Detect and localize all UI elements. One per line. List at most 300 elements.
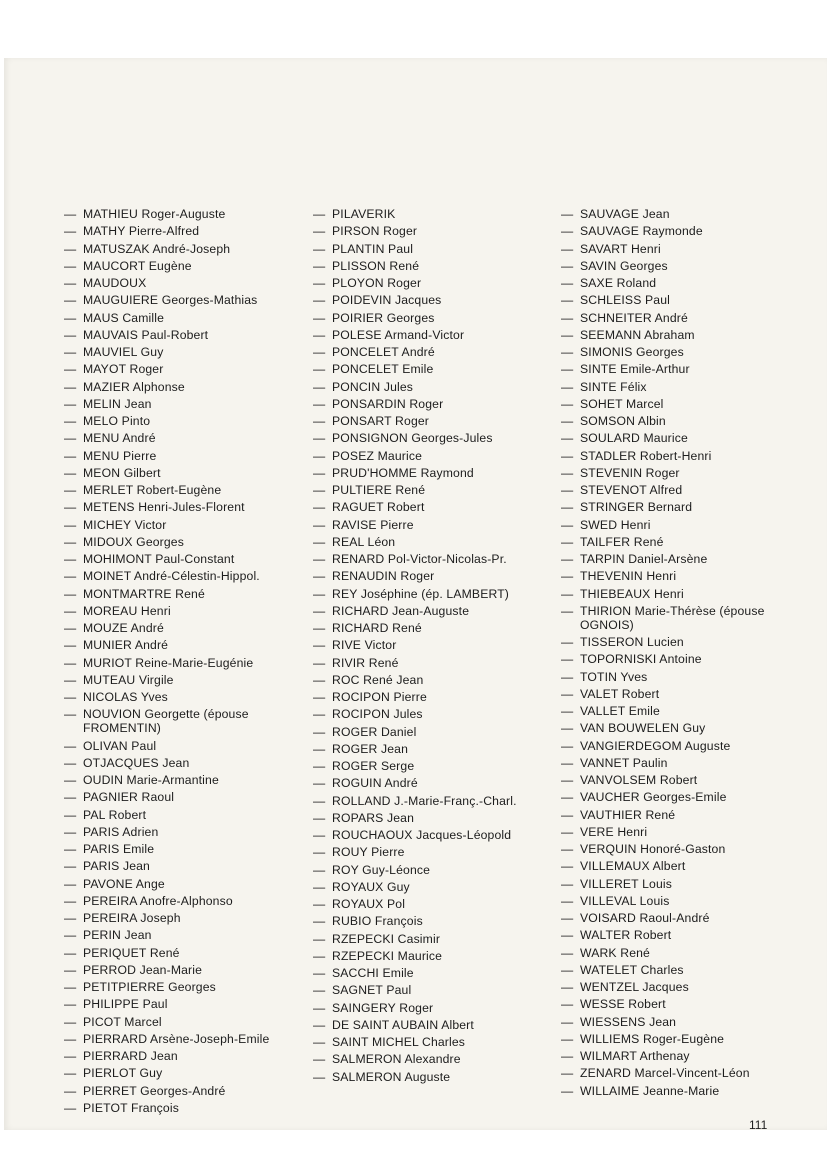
dash-marker: — xyxy=(313,879,326,894)
dash-marker: — xyxy=(313,897,326,911)
dash-marker: — xyxy=(561,379,574,394)
dash-marker: — xyxy=(313,1052,326,1067)
dash-marker: — xyxy=(64,876,77,891)
person-name: POLESE Armand-Victor xyxy=(332,327,465,342)
dash-marker: — xyxy=(313,966,326,980)
list-item xyxy=(313,621,568,635)
list-item xyxy=(64,207,319,221)
dash-marker: — xyxy=(313,431,326,446)
dash-marker: — xyxy=(64,241,77,256)
dash-marker: — xyxy=(561,997,574,1012)
dash-marker: — xyxy=(313,672,326,687)
dash-marker: — xyxy=(64,1031,77,1046)
dash-marker: — xyxy=(64,414,77,428)
dash-marker: — xyxy=(561,669,574,684)
person-name: VANGIERDEGOM Auguste xyxy=(580,738,731,753)
dash-marker: — xyxy=(64,807,77,822)
dash-marker: — xyxy=(64,621,77,635)
person-name: WALTER Robert xyxy=(580,928,672,943)
person-name: THIEBEAUX Henri xyxy=(580,586,684,601)
dash-marker: — xyxy=(313,258,326,273)
person-name: PLISSON René xyxy=(332,258,420,273)
list-item xyxy=(64,552,319,566)
person-name: SIMONIS Georges xyxy=(580,345,684,359)
person-name: MENU André xyxy=(83,431,156,446)
person-name: POSEZ Maurice xyxy=(332,448,422,463)
person-name: MATHIEU Roger-Auguste xyxy=(83,207,226,221)
person-name: WATELET Charles xyxy=(580,962,684,977)
person-name: MAUDOUX xyxy=(83,276,147,290)
list-item xyxy=(313,966,568,980)
list-item xyxy=(313,552,568,566)
person-name: PARIS Adrien xyxy=(83,824,159,839)
list-item xyxy=(313,638,568,652)
dash-marker: — xyxy=(313,465,326,480)
list-item xyxy=(313,1001,568,1015)
list-item xyxy=(64,808,319,822)
dash-marker: — xyxy=(313,845,326,860)
list-item xyxy=(313,707,568,721)
list-item xyxy=(64,500,319,514)
list-item xyxy=(313,207,568,221)
person-name: PLANTIN Paul xyxy=(332,241,414,256)
person-name: TARPIN Daniel-Arsène xyxy=(580,552,708,566)
dash-marker: — xyxy=(561,686,574,701)
list-item xyxy=(561,980,816,994)
person-name: PAL Robert xyxy=(83,807,147,822)
person-name: WIESSENS Jean xyxy=(580,1014,677,1029)
dash-marker: — xyxy=(561,345,574,359)
dash-marker: — xyxy=(561,876,574,891)
dash-marker: — xyxy=(561,362,574,377)
person-name: RENARD Pol-Victor-Nicolas-Pr. xyxy=(332,552,507,566)
dash-marker: — xyxy=(561,1066,574,1081)
dash-marker: — xyxy=(313,345,326,359)
person-name: PULTIERE René xyxy=(332,483,426,497)
list-item xyxy=(64,739,319,753)
person-name: VALLET Emile xyxy=(580,704,660,718)
dash-marker: — xyxy=(313,500,326,515)
person-name: WARK René xyxy=(580,945,650,960)
person-name: SCHLEISS Paul xyxy=(580,293,671,308)
list-item xyxy=(64,963,319,977)
dash-marker: — xyxy=(64,928,77,943)
person-name: PAGNIER Raoul xyxy=(83,790,175,805)
dash-marker: — xyxy=(313,1000,326,1015)
person-name: METENS Henri-Jules-Florent xyxy=(83,500,245,515)
list-item xyxy=(561,449,816,463)
dash-marker: — xyxy=(561,448,574,463)
list-item xyxy=(561,997,816,1011)
person-name: PICOT Marcel xyxy=(83,1014,162,1029)
list-item xyxy=(561,259,816,273)
list-item xyxy=(561,224,816,238)
list-item xyxy=(64,621,319,635)
dash-marker: — xyxy=(64,690,77,704)
person-name: PARIS Emile xyxy=(83,842,155,856)
person-name: SCHNEITER André xyxy=(580,310,688,325)
person-name: VAUTHIER René xyxy=(580,807,676,822)
dash-marker: — xyxy=(561,911,574,925)
dash-marker: — xyxy=(64,790,77,805)
person-name: PEREIRA Anofre-Alphonso xyxy=(83,893,233,908)
dash-marker: — xyxy=(313,534,326,549)
person-name: ROGER Jean xyxy=(332,741,409,756)
person-name: MEON Gilbert xyxy=(83,465,161,480)
person-name: PARIS Jean xyxy=(83,859,150,874)
dash-marker: — xyxy=(64,824,77,839)
person-name: STRINGER Bernard xyxy=(580,500,693,515)
dash-marker: — xyxy=(561,276,574,290)
list-item xyxy=(64,242,319,256)
dash-marker: — xyxy=(561,258,574,273)
dash-marker: — xyxy=(64,500,77,515)
list-item xyxy=(313,1035,568,1049)
person-name: SAUVAGE Raymonde xyxy=(580,224,703,239)
person-name: MUNIER André xyxy=(83,638,169,653)
list-item xyxy=(561,1015,816,1029)
list-item xyxy=(561,721,816,735)
person-name: PONSART Roger xyxy=(332,414,430,428)
list-item xyxy=(561,825,816,839)
dash-marker: — xyxy=(64,1066,77,1081)
list-item xyxy=(313,431,568,445)
list-item xyxy=(561,790,816,804)
dash-marker: — xyxy=(313,293,326,308)
list-item xyxy=(313,759,568,773)
dash-marker: — xyxy=(313,586,326,601)
person-name: PERIN Jean xyxy=(83,928,152,943)
list-item xyxy=(561,1032,816,1046)
person-name: SEEMANN Abraham xyxy=(580,327,695,342)
person-name: SAVIN Georges xyxy=(580,258,668,273)
list-item xyxy=(561,963,816,977)
name-column-2 xyxy=(313,207,568,1087)
person-name: PIERRET Georges-André xyxy=(83,1083,226,1098)
person-name: ZENARD Marcel-Vincent-Léon xyxy=(580,1066,750,1081)
list-item xyxy=(561,293,816,307)
person-name: PHILIPPE Paul xyxy=(83,997,168,1012)
dash-marker: — xyxy=(561,586,574,601)
dash-marker: — xyxy=(561,552,574,566)
dash-marker: — xyxy=(64,327,77,342)
dash-marker: — xyxy=(64,911,77,925)
dash-marker: — xyxy=(313,569,326,584)
person-name: MIDOUX Georges xyxy=(83,534,184,549)
dash-marker: — xyxy=(64,293,77,308)
person-name: MAUCORT Eugène xyxy=(83,258,192,273)
dash-marker: — xyxy=(313,931,326,946)
person-name: ROPARS Jean xyxy=(332,810,415,825)
person-name: THEVENIN Henri xyxy=(580,569,677,584)
person-name: PIRSON Roger xyxy=(332,224,418,239)
dash-marker: — xyxy=(64,448,77,463)
list-item xyxy=(64,259,319,273)
person-name: ROUCHAOUX Jacques-Léopold xyxy=(332,828,512,842)
dash-marker: — xyxy=(313,621,326,635)
list-item xyxy=(313,1070,568,1084)
person-name: OLIVAN Paul xyxy=(83,738,157,753)
person-name: SAINT MICHEL Charles xyxy=(332,1035,466,1049)
list-item xyxy=(64,1015,319,1029)
dash-marker: — xyxy=(64,773,77,787)
list-item xyxy=(561,431,816,445)
dash-marker: — xyxy=(313,552,326,566)
list-item xyxy=(313,224,568,238)
person-name: SAGNET Paul xyxy=(332,983,412,998)
list-item xyxy=(64,825,319,839)
dash-marker: — xyxy=(561,414,574,428)
dash-marker: — xyxy=(64,310,77,325)
dash-marker: — xyxy=(64,1100,77,1115)
list-item xyxy=(64,397,319,411)
list-item xyxy=(313,362,568,376)
dash-marker: — xyxy=(313,759,326,773)
list-item xyxy=(561,739,816,753)
list-item xyxy=(64,946,319,960)
list-item xyxy=(313,414,568,428)
list-item xyxy=(313,914,568,928)
dash-marker: — xyxy=(64,1083,77,1098)
dash-marker: — xyxy=(313,517,326,532)
dash-marker: — xyxy=(561,569,574,584)
list-item xyxy=(561,518,816,532)
person-name: WESSE Robert xyxy=(580,997,666,1012)
dash-marker: — xyxy=(64,396,77,411)
person-name: TISSERON Lucien xyxy=(580,635,684,649)
person-name: MATUSZAK André-Joseph xyxy=(83,241,231,256)
dash-marker: — xyxy=(561,704,574,718)
dash-marker: — xyxy=(313,241,326,256)
list-item xyxy=(561,552,816,566)
list-item xyxy=(313,742,568,756)
person-name: WILMART Arthenay xyxy=(580,1049,690,1063)
dash-marker: — xyxy=(64,483,77,497)
list-item xyxy=(561,483,816,497)
list-item xyxy=(561,808,816,822)
person-name: SINTE Félix xyxy=(580,379,647,394)
person-name: MAYOT Roger xyxy=(83,362,164,377)
list-item xyxy=(64,224,319,238)
dash-marker: — xyxy=(313,793,326,808)
list-item xyxy=(313,776,568,790)
person-name: WILLAIME Jeanne-Marie xyxy=(580,1083,720,1098)
person-name: STEVENOT Alfred xyxy=(580,483,683,497)
dash-marker: — xyxy=(561,396,574,411)
person-name: MAUVAIS Paul-Robert xyxy=(83,327,209,342)
person-name: RAVISE Pierre xyxy=(332,517,414,532)
dash-marker: — xyxy=(313,810,326,825)
person-name: NICOLAS Yves xyxy=(83,690,168,704)
dash-marker: — xyxy=(64,1014,77,1029)
list-item xyxy=(64,483,319,497)
person-name: REY Joséphine (ép. LAMBERT) xyxy=(332,586,510,601)
list-item xyxy=(64,311,319,325)
dash-marker: — xyxy=(561,293,574,308)
person-name: MAUVIEL Guy xyxy=(83,345,164,359)
dash-marker: — xyxy=(313,741,326,756)
list-item xyxy=(64,1049,319,1063)
person-name: ROYAUX Guy xyxy=(332,879,410,894)
person-name: ROLLAND J.-Marie-Franç.-Charl. xyxy=(332,793,517,808)
list-item xyxy=(313,725,568,739)
list-item xyxy=(64,362,319,376)
person-name: PAVONE Ange xyxy=(83,876,165,891)
list-item xyxy=(313,604,568,618)
dash-marker: — xyxy=(561,310,574,325)
person-name: MUTEAU Virgile xyxy=(83,672,174,687)
person-name: PONSARDIN Roger xyxy=(332,396,444,411)
list-item xyxy=(64,911,319,925)
list-item xyxy=(561,773,816,787)
list-item xyxy=(561,207,816,221)
list-item xyxy=(313,311,568,325)
dash-marker: — xyxy=(313,276,326,290)
person-name: MELIN Jean xyxy=(83,396,152,411)
dash-marker: — xyxy=(313,707,326,722)
dash-marker: — xyxy=(313,396,326,411)
person-name: VILLEMAUX Albert xyxy=(580,859,686,874)
list-item xyxy=(313,242,568,256)
list-item xyxy=(561,345,816,359)
list-item xyxy=(561,1084,816,1098)
list-item xyxy=(64,1101,319,1115)
person-name: RAGUET Robert xyxy=(332,500,425,515)
person-name: RIVE Victor xyxy=(332,638,397,653)
list-item xyxy=(64,276,319,290)
list-item xyxy=(64,518,319,532)
dash-marker: — xyxy=(64,431,77,446)
person-name: MAUGUIERE Georges-Mathias xyxy=(83,293,258,308)
dash-marker: — xyxy=(561,928,574,943)
dash-marker: — xyxy=(561,755,574,770)
dash-marker: — xyxy=(64,859,77,874)
person-name: STADLER Robert-Henri xyxy=(580,448,712,463)
person-name: PONCIN Jules xyxy=(332,379,414,394)
person-name: PONSIGNON Georges-Jules xyxy=(332,431,493,446)
dash-marker: — xyxy=(561,241,574,256)
list-item xyxy=(561,569,816,583)
list-item xyxy=(313,328,568,342)
person-name: MENU Pierre xyxy=(83,448,157,463)
dash-marker: — xyxy=(561,842,574,856)
person-name: VILLEVAL Louis xyxy=(580,893,670,908)
dash-marker: — xyxy=(313,862,326,877)
person-name: VANVOLSEM Robert xyxy=(580,773,698,787)
dash-marker: — xyxy=(561,652,574,667)
person-name: PONCELET André xyxy=(332,345,435,359)
person-name: ROCIPON Jules xyxy=(332,707,423,722)
list-item xyxy=(561,687,816,701)
list-item xyxy=(64,842,319,856)
list-item xyxy=(64,894,319,908)
dash-marker: — xyxy=(313,483,326,497)
person-name: VERE Henri xyxy=(580,824,648,839)
list-item xyxy=(313,500,568,514)
person-name: ROYAUX Pol xyxy=(332,897,406,911)
dash-marker: — xyxy=(64,755,77,770)
dash-marker: — xyxy=(561,1031,574,1046)
person-name: PIERRARD Jean xyxy=(83,1049,178,1063)
list-item xyxy=(64,1032,319,1046)
list-item xyxy=(64,773,319,787)
name-column-1 xyxy=(64,207,319,1118)
dash-marker: — xyxy=(561,1049,574,1063)
list-item xyxy=(561,328,816,342)
list-item xyxy=(561,842,816,856)
dash-marker: — xyxy=(64,207,77,221)
person-name: POIRIER Georges xyxy=(332,310,435,325)
person-name: RICHARD Jean-Auguste xyxy=(332,603,470,618)
dash-marker: — xyxy=(561,790,574,805)
dash-marker: — xyxy=(64,655,77,670)
list-item xyxy=(64,756,319,770)
list-item xyxy=(64,690,319,704)
dash-marker: — xyxy=(313,724,326,739)
person-name: TAILFER René xyxy=(580,534,664,549)
list-item xyxy=(313,656,568,670)
person-name: MOREAU Henri xyxy=(83,603,171,618)
person-name: SOMSON Albin xyxy=(580,414,666,428)
dash-marker: — xyxy=(313,655,326,670)
list-item xyxy=(64,997,319,1011)
person-name: MURIOT Reine-Marie-Eugénie xyxy=(83,655,254,670)
dash-marker: — xyxy=(64,517,77,532)
list-item xyxy=(313,828,568,842)
dash-marker: — xyxy=(64,738,77,753)
list-item xyxy=(313,1018,568,1032)
list-item xyxy=(561,604,816,632)
dash-marker: — xyxy=(64,345,77,359)
list-item xyxy=(313,811,568,825)
list-item xyxy=(313,483,568,497)
dash-marker: — xyxy=(313,207,326,221)
person-name: ROUY Pierre xyxy=(332,845,405,860)
person-name: MONTMARTRE René xyxy=(83,586,205,601)
person-name: TOTIN Yves xyxy=(580,669,648,684)
list-item xyxy=(561,587,816,601)
dash-marker: — xyxy=(64,552,77,566)
list-item xyxy=(64,638,319,652)
dash-marker: — xyxy=(64,379,77,394)
person-name: PONCELET Emile xyxy=(332,362,434,377)
person-name: SAXE Roland xyxy=(580,276,657,290)
person-name: ROC René Jean xyxy=(332,672,424,687)
person-name: MAUS Camille xyxy=(83,310,165,325)
person-name: MOINET André-Célestin-Hippol. xyxy=(83,569,260,584)
list-item xyxy=(313,345,568,359)
list-item xyxy=(313,569,568,583)
list-item xyxy=(313,587,568,601)
list-item xyxy=(561,928,816,942)
person-name: PEREIRA Joseph xyxy=(83,911,181,925)
list-item xyxy=(561,1066,816,1080)
list-item xyxy=(64,414,319,428)
list-item xyxy=(313,863,568,877)
person-name: SALMERON Alexandre xyxy=(332,1052,461,1067)
dash-marker: — xyxy=(561,534,574,549)
dash-marker: — xyxy=(64,638,77,653)
person-name: DE SAINT AUBAIN Albert xyxy=(332,1017,474,1032)
person-name: STEVENIN Roger xyxy=(580,465,680,480)
dash-marker: — xyxy=(561,483,574,497)
list-item xyxy=(561,466,816,480)
list-item xyxy=(64,328,319,342)
list-item xyxy=(313,259,568,273)
list-item xyxy=(313,380,568,394)
person-name: POIDEVIN Jacques xyxy=(332,293,442,308)
dash-marker: — xyxy=(561,517,574,532)
